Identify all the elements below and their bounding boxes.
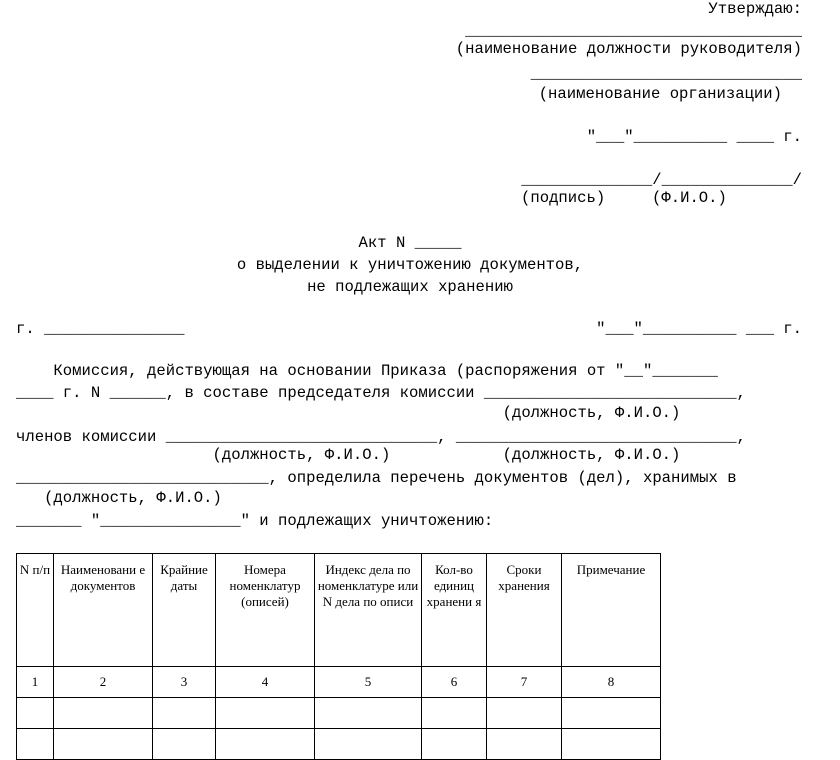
table-cell xyxy=(315,698,422,729)
city-line: г. _______________ xyxy=(16,320,185,338)
header-case-index: Индекс дела по номенклатуре или N дела по описи xyxy=(315,554,422,667)
act-subtitle-2: не подлежащих хранению xyxy=(307,278,513,296)
table-cell xyxy=(17,729,54,760)
header-storage-term: Сроки хранения xyxy=(487,554,562,667)
position-caption: (наименование должности руководителя) xyxy=(455,40,802,58)
position-line: ____________________________________ xyxy=(465,22,802,40)
table-cell xyxy=(216,729,315,760)
table-cell: 8 xyxy=(562,667,661,698)
table-cell xyxy=(153,698,216,729)
table-cell: 6 xyxy=(422,667,487,698)
header-nomenclature: Номера номенклатур (описей) xyxy=(216,554,315,667)
approval-date-line: "___"__________ ____ г. xyxy=(586,128,802,146)
table-cell xyxy=(17,698,54,729)
body-line-2: ____ г. N ______, в составе председателя комиссии ___________________________, xyxy=(16,384,746,402)
header-units: Кол-во единиц хранени я xyxy=(422,554,487,667)
table-cell: 1 xyxy=(17,667,54,698)
table-cell: 7 xyxy=(487,667,562,698)
table-cell xyxy=(487,729,562,760)
act-title: Акт N _____ xyxy=(358,234,462,252)
table-cell xyxy=(422,729,487,760)
table-cell: 5 xyxy=(315,667,422,698)
table-cell xyxy=(54,698,153,729)
header-note: Примечание xyxy=(562,554,661,667)
body-line-members: членов комиссии _____________________________, ______________________________, xyxy=(16,428,746,446)
header-dates: Крайние даты xyxy=(153,554,216,667)
table-cell xyxy=(315,729,422,760)
signature-caption: (подпись) (Ф.И.О.) xyxy=(521,189,727,207)
header-number: N п/п xyxy=(17,554,54,667)
act-date-line: "___"__________ ___ г. xyxy=(596,320,802,338)
body-caption-members: (должность, Ф.И.О.) (должность, Ф.И.О.) xyxy=(16,446,681,464)
organization-line: _____________________________ xyxy=(530,65,802,83)
table-cell xyxy=(153,729,216,760)
body-line-3: ___________________________, определила перечень документов (дел), хранимых в xyxy=(16,469,737,487)
table-cell: 4 xyxy=(216,667,315,698)
signature-line: ______________/______________/ xyxy=(521,171,802,189)
table-cell xyxy=(562,698,661,729)
table-row xyxy=(17,667,661,698)
body-line-1: Комиссия, действующая на основании Приказа (распоряжения от "__"_______ xyxy=(16,362,718,380)
table-row xyxy=(17,729,661,760)
table-cell xyxy=(216,698,315,729)
body-line-4: _______ "_______________" и подлежащих уничтожению: xyxy=(16,512,494,530)
table-cell xyxy=(487,698,562,729)
table-cell: 3 xyxy=(153,667,216,698)
approval-title: Утверждаю: xyxy=(708,0,802,18)
act-subtitle: о выделении к уничтожению документов, xyxy=(236,256,584,274)
body-caption-chair: (должность, Ф.И.О.) xyxy=(16,404,681,422)
documents-table xyxy=(16,553,661,760)
table-cell xyxy=(422,698,487,729)
body-caption-member-3: (должность, Ф.И.О.) xyxy=(16,489,222,507)
table-header-row xyxy=(17,554,661,667)
table-row xyxy=(17,698,661,729)
table-cell xyxy=(562,729,661,760)
table-cell: 2 xyxy=(54,667,153,698)
header-doc-name: Наименовани е документов xyxy=(54,554,153,667)
table-cell xyxy=(54,729,153,760)
organization-caption: (наименование организации) xyxy=(538,85,782,103)
